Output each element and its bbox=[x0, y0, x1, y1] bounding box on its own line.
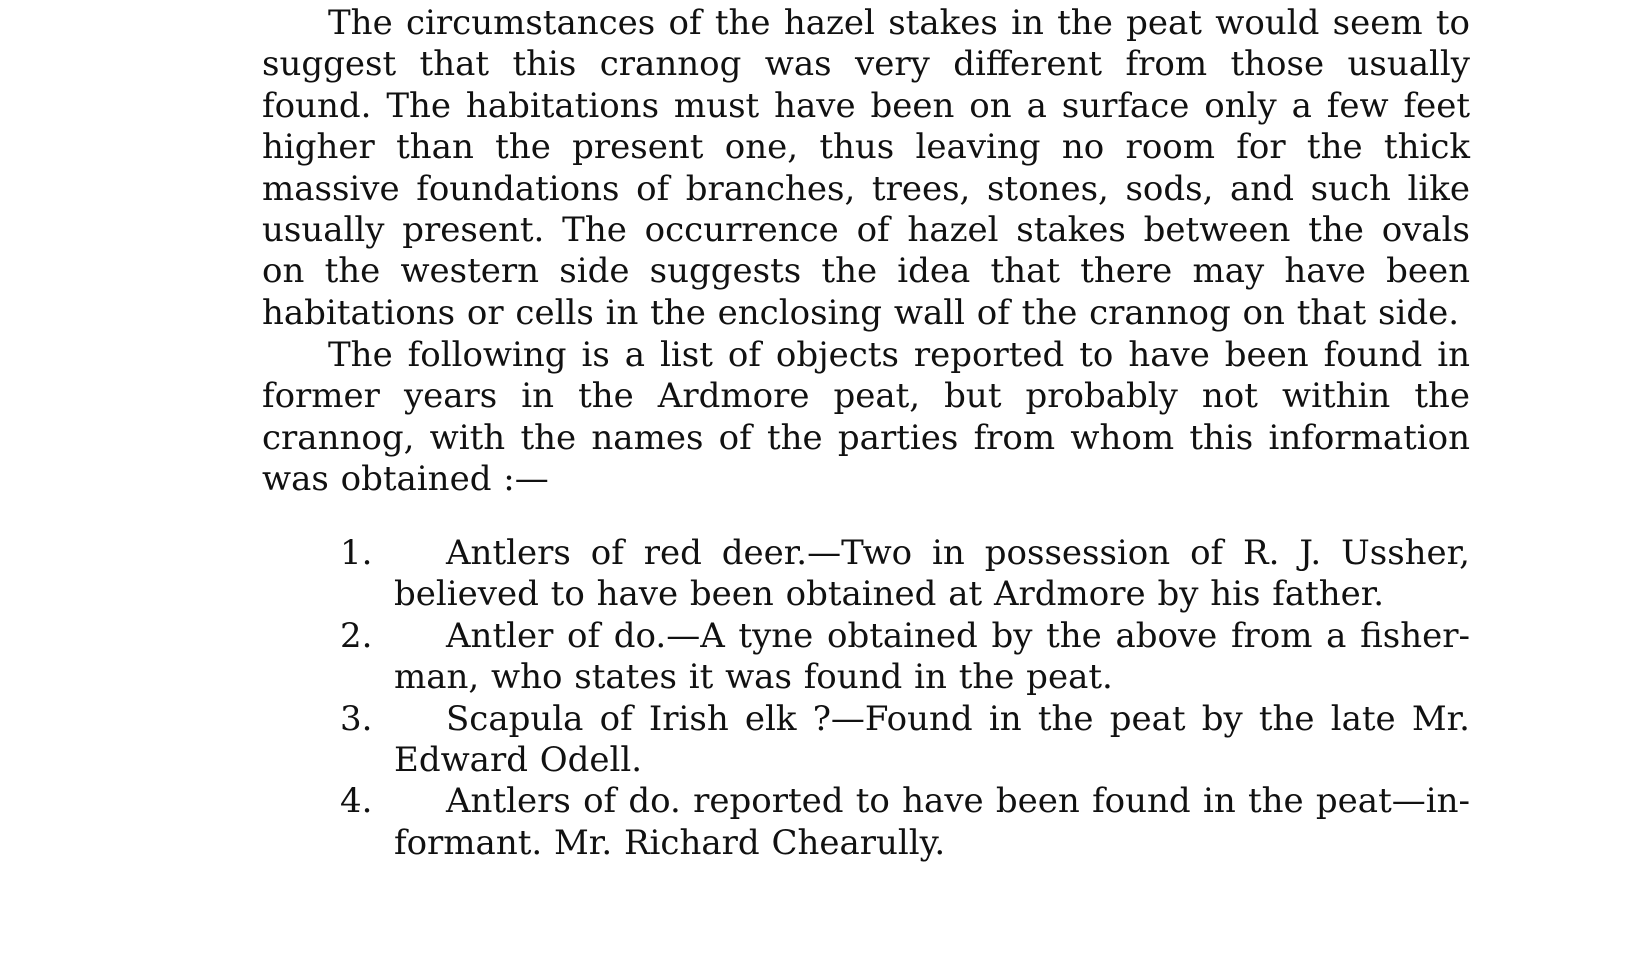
objects-list bbox=[340, 533, 1470, 864]
list-item-number: 3. bbox=[340, 698, 373, 739]
list-item bbox=[340, 781, 1470, 864]
list-item bbox=[340, 533, 1470, 616]
list-item-number: 4. bbox=[340, 781, 373, 822]
list-item-text: Antler of do.—A tyne obtained by the above from a fisher-man, who states it was found in the peat. bbox=[394, 615, 1470, 698]
list-item-text: Antlers of do. reported to have been found in the peat—in-formant. Mr. Richard Chearully. bbox=[394, 781, 1470, 863]
list-item bbox=[340, 616, 1470, 699]
list-item bbox=[340, 699, 1470, 782]
list-item-number: 2. bbox=[340, 615, 373, 656]
paragraph-list-intro: The following is a list of objects reported to have been found in former years in the Ardmore peat, but probably not within the crannog, with the names of the parties from whom this information was obtained :— bbox=[262, 335, 1470, 500]
list-item-number: 1. bbox=[340, 533, 373, 573]
list-item-text: Antlers of red deer.—Two in possession of R. J. Ussher, believed to have been obtained at Ardmore by his father. bbox=[394, 533, 1470, 615]
paragraph-hazel-stakes: The circumstances of the hazel stakes in the peat would seem to suggest that this crannog was very different from those usually found. The habitations must have been on a surface only a few feet higher than the present one, thus leaving no room for the thick massive foundations of branches, trees, stones, sods, and such like usually present. The occurrence of hazel stakes between the ovals on the western side suggests the idea that there may have been habitations or cells in the enclosing wall of the crannog on that side. bbox=[262, 3, 1470, 333]
list-item-text: Scapula of Irish elk ?—Found in the peat by the late Mr. Edward Odell. bbox=[394, 698, 1470, 781]
